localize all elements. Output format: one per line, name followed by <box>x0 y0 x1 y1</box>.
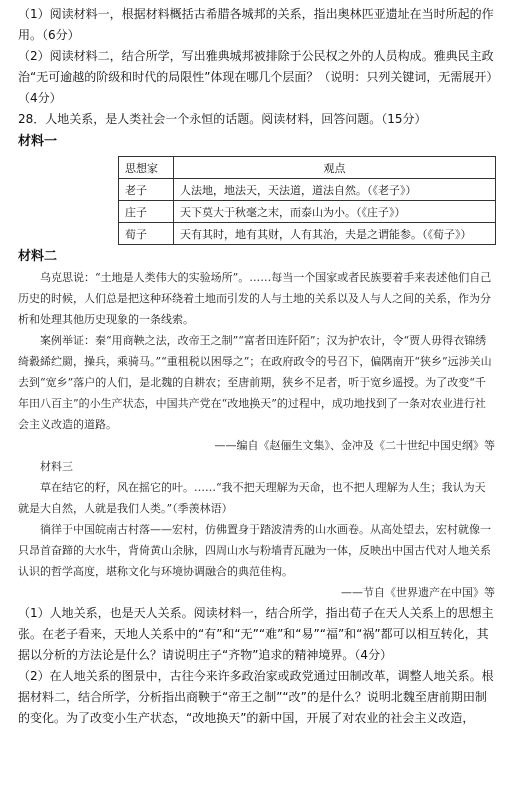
material-3-paragraph: 徜徉于中国皖南古村落——宏村，仿佛置身于踏波清秀的山水画卷。从高处望去，宏村就像一只昂首奋蹄的大水牛，背倚黄山余脉，四周山水与粉墙青瓦融为一体，反映出中国古代对人地关系认识的哲学高度，堪称文化与环境协调融合的典范佳构。 <box>18 523 491 578</box>
table-row <box>119 223 496 245</box>
material-2-label: 材料二 <box>18 249 58 264</box>
table-row <box>119 201 496 223</box>
table-header-view: 观点 <box>174 157 496 179</box>
question-1-text: （1）阅读材料一，根据材料概括古希腊各城邦的关系，指出奥林匹亚遗址在当时所起的作用。（6分） <box>18 7 494 42</box>
table-cell-view: 人法地，地法天，天法道，道法自然。（《老子》） <box>174 179 496 201</box>
thinkers-table <box>118 156 496 245</box>
table-header-thinker: 思想家 <box>119 157 174 179</box>
table-cell-thinker: 荀子 <box>119 223 174 245</box>
material-2-source: ——编自《赵俪生文集》、金冲及《二十世纪中国史纲》等 <box>214 439 495 452</box>
material-3-paragraph: 草在结它的籽，风在摇它的叶。……“我不把天理解为天命，也不把人理解为人生；我认为天就是大自然，人就是我们人类。”（季羡林语） <box>18 481 486 515</box>
question-28-stem: 28．人地关系，是人类社会一个永恒的话题。阅读材料，回答问题。（15分） <box>18 112 427 126</box>
material-2-paragraph: 案例举证：秦“用商鞅之法，改帝王之制”“富者田连阡陌”；汉为护农计，令“贾人毋得衣锦绣绮縠絺纻罽，操兵，乘骑马。”“重租税以困辱之”；在政府政令的号召下，偏隅南开“狭乡”远涉关山去到“宽乡”落户的人们，是北魏的自耕农；至唐前期，狭乡不足者，听于宽乡遥授。为了改变“千年田八百主”的小生产状态，中国共产党在“改地换天”的过程中，成功地找到了一条对农业进行社会主义改造的道路。 <box>18 334 492 431</box>
table-row <box>119 179 496 201</box>
material-3-source: ——节自《世界遗产在中国》等 <box>341 586 495 599</box>
material-1-label: 材料一 <box>18 134 58 149</box>
sub-question-1: （1）人地关系，也是天人关系。阅读材料一，结合所学，指出荀子在天人关系上的思想主张。在老子看来，天地人关系中的“有”和“无”“难”和“易”“福”和“祸”都可以相互转化，其据以分析的方法论是什么？请说明庄子“齐物”追求的精神境界。（4分） <box>18 606 494 662</box>
table-cell-thinker: 庄子 <box>119 201 174 223</box>
material-2-paragraph: 乌克思说：“土地是人类伟大的实验场所”。……每当一个国家或者民族要着手来表述他们自己历史的时候，人们总是把这种环绕着土地而引发的人与土地的关系以及人与人之间的关系，作为分析和处理其他历史现象的一条线索。 <box>18 271 492 326</box>
table-cell-view: 天下莫大于秋毫之末，而泰山为小。（《庄子》） <box>174 201 496 223</box>
sub-question-2: （2）在人地关系的图景中，古往今来许多政治家或政党通过田制改革，调整人地关系。根据材料二，结合所学，分析指出商鞅于“帝王之制”“改”的是什么？说明北魏至唐前期田制的变化。为了改变小生产状态，“改地换天”的新中国，开展了对农业的社会主义改造， <box>18 669 494 725</box>
table-cell-view: 天有其时，地有其财，人有其治，夫是之谓能参。（《荀子》） <box>174 223 496 245</box>
material-3-label: 材料三 <box>40 460 73 473</box>
table-cell-thinker: 老子 <box>119 179 174 201</box>
table-header-row <box>119 157 496 179</box>
question-2-text: （2）阅读材料二，结合所学，写出雅典城邦被排除于公民权之外的人员构成。雅典民主政治“无可逾越的阶级和时代的局限性”体现在哪几个层面？（说明：只列关键词，无需展开）（4分） <box>18 49 494 105</box>
